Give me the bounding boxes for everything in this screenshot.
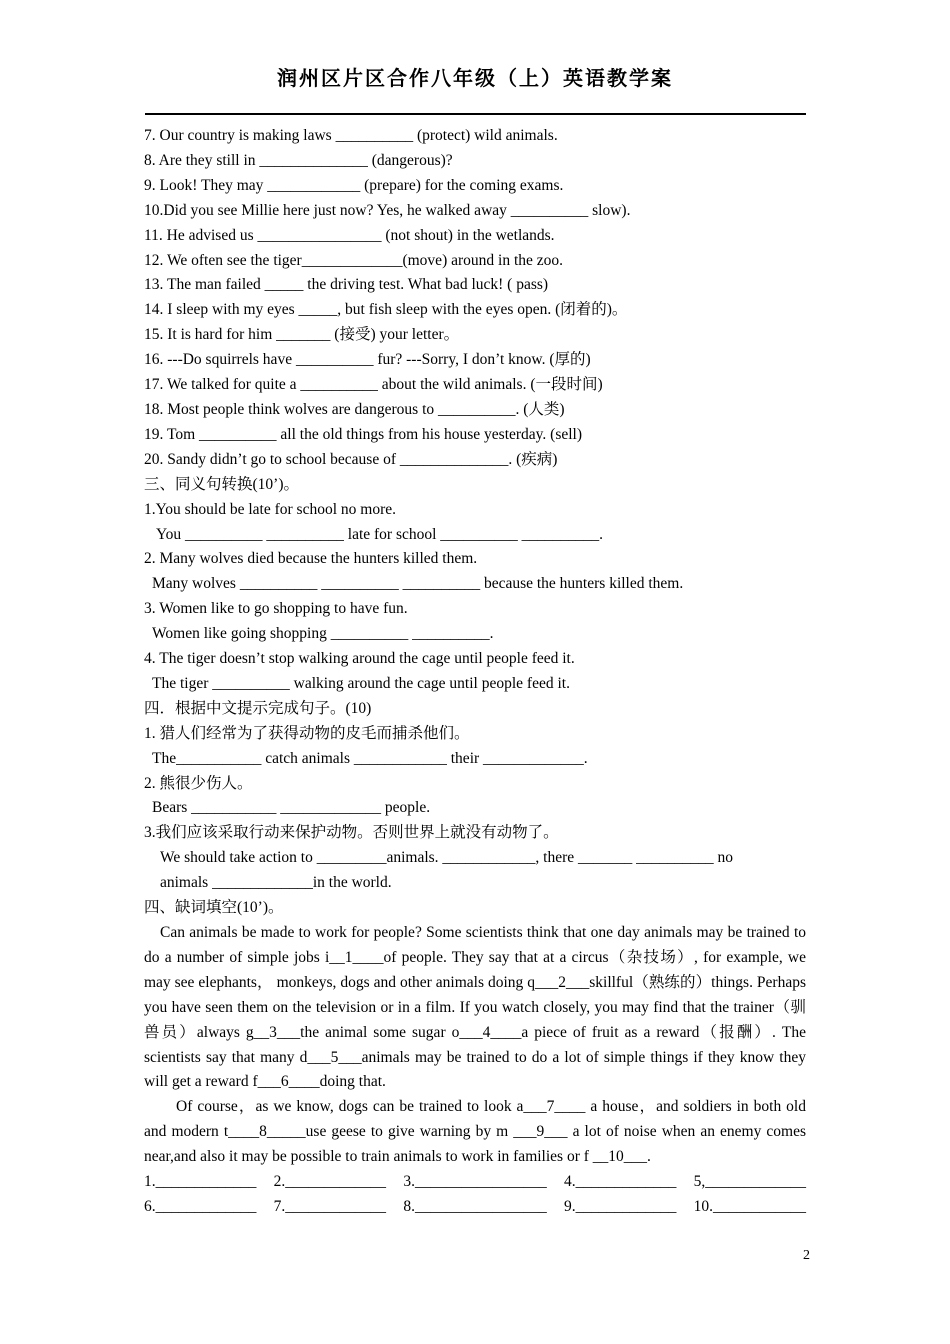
exercise-item: 16. ---Do squirrels have __________ fur? ---Sorry, I don’t know. (厚的) xyxy=(144,351,591,369)
exercise-item: 12. We often see the tiger_____________(move) around in the zoo. xyxy=(144,251,564,269)
exercise-item: 17. We talked for quite a __________ about the wild animals. (一段时间) xyxy=(144,376,603,394)
answer-blank: 9._____________ xyxy=(563,1197,677,1215)
header-divider xyxy=(145,113,806,115)
section-heading-synonym: 三、同义句转换(10’)。 xyxy=(144,475,299,493)
translation-answer-line: The___________ catch animals ____________ their _____________. xyxy=(152,749,588,767)
answer-blank: 6._____________ xyxy=(144,1197,257,1215)
synonym-question: 4. The tiger doesn’t stop walking around the cage until people feed it. xyxy=(144,650,575,668)
section-heading-cloze: 四、缺词填空(10’)。 xyxy=(144,899,284,917)
translation-answer-line: animals _____________in the world. xyxy=(160,874,392,892)
exercise-item: 20. Sandy didn’t go to school because of ______________. (疾病) xyxy=(144,450,558,468)
synonym-question: 3. Women like to go shopping to have fun. xyxy=(144,600,408,618)
page-title: 润州区片区合作八年级（上）英语教学案 xyxy=(277,66,673,90)
exercise-item: 19. Tom __________ all the old things from his house yesterday. (sell) xyxy=(144,425,583,443)
exercise-item: 9. Look! They may ____________ (prepare) for the coming exams. xyxy=(144,176,564,194)
exercise-item: 11. He advised us ________________ (not shout) in the wetlands. xyxy=(144,226,555,244)
answer-blank: 4._____________ xyxy=(563,1173,677,1191)
answer-blank: 3._________________ xyxy=(403,1173,547,1191)
cloze-paragraph-1: Can animals be made to work for people? Some scientists think that one day animals may be trained to do a number of simple jobs i__1____of people. They say that at a circus（杂技场）, for example, we may see elephants， monkeys, dogs and other animals doing q___2___skillful（熟练的）things. Perhaps you have seen them on the television or in a film. If you watch closely, you may find that the trainer（驯兽员）always g__3___the animal some sugar o___4____a piece of fruit as a reward（报酬）. The scientists say that many d___5___animals may be trained to do a lot of simple things if they know they will get a reward f___6____doing that. xyxy=(144,924,806,1091)
exercise-item: 8. Are they still in ______________ (dangerous)? xyxy=(144,151,453,169)
synonym-answer-line: Many wolves __________ __________ __________ because the hunters killed them. xyxy=(152,575,684,593)
answer-blank: 5,_____________ xyxy=(693,1173,806,1191)
exercise-item: 10.Did you see Millie here just now? Yes, he walked away __________ slow). xyxy=(144,201,631,219)
answer-blank: 7._____________ xyxy=(273,1197,387,1215)
translation-answer-line: We should take action to _________animals. ____________, there _______ __________ no xyxy=(160,849,734,867)
synonym-answer-line: You __________ __________ late for school __________ __________. xyxy=(156,525,604,543)
document-body xyxy=(144,124,806,1220)
synonym-question: 2. Many wolves died because the hunters killed them. xyxy=(144,550,478,568)
translation-prompt: 3.我们应该采取行动来保护动物。否则世界上就没有动物了。 xyxy=(144,824,559,842)
exercise-item: 13. The man failed _____ the driving test. What bad luck! ( pass) xyxy=(144,276,549,294)
exercise-item: 18. Most people think wolves are dangerous to __________. (人类) xyxy=(144,400,565,418)
synonym-answer-line: Women like going shopping __________ __________. xyxy=(152,625,494,643)
synonym-question: 1.You should be late for school no more. xyxy=(144,500,396,518)
exercise-item: 15. It is hard for him _______ (接受) your letter。 xyxy=(144,326,460,344)
answer-blank: 10.____________ xyxy=(693,1197,806,1215)
synonym-answer-line: The tiger __________ walking around the cage until people feed it. xyxy=(152,674,570,692)
answer-blank: 1._____________ xyxy=(144,1173,257,1191)
page-number: 2 xyxy=(803,1248,810,1263)
translation-prompt: 1. 猎人们经常为了获得动物的皮毛而捕杀他们。 xyxy=(144,724,470,742)
answer-blank: 8._________________ xyxy=(403,1197,547,1215)
exercise-item: 14. I sleep with my eyes _____, but fish sleep with the eyes open. (闭着的)。 xyxy=(144,301,628,319)
translation-answer-line: Bears ___________ _____________ people. xyxy=(152,799,431,817)
cloze-paragraph-2: Of course，as we know, dogs can be trained to look a___7____ a house，and soldiers in both old and modern t____8_____use geese to give warning by m ___9___ a lot of noise when an enemy comes near,and also it may be possible to train animals to work in families or f __10___. xyxy=(144,1098,806,1166)
answer-row xyxy=(144,1170,806,1195)
section-heading-translation: 四．根据中文提示完成句子。(10) xyxy=(144,699,372,717)
answer-row xyxy=(144,1195,806,1220)
answer-blank: 2._____________ xyxy=(273,1173,387,1191)
translation-prompt: 2. 熊很少伤人。 xyxy=(144,774,253,792)
exercise-item: 7. Our country is making laws __________ (protect) wild animals. xyxy=(144,127,558,144)
